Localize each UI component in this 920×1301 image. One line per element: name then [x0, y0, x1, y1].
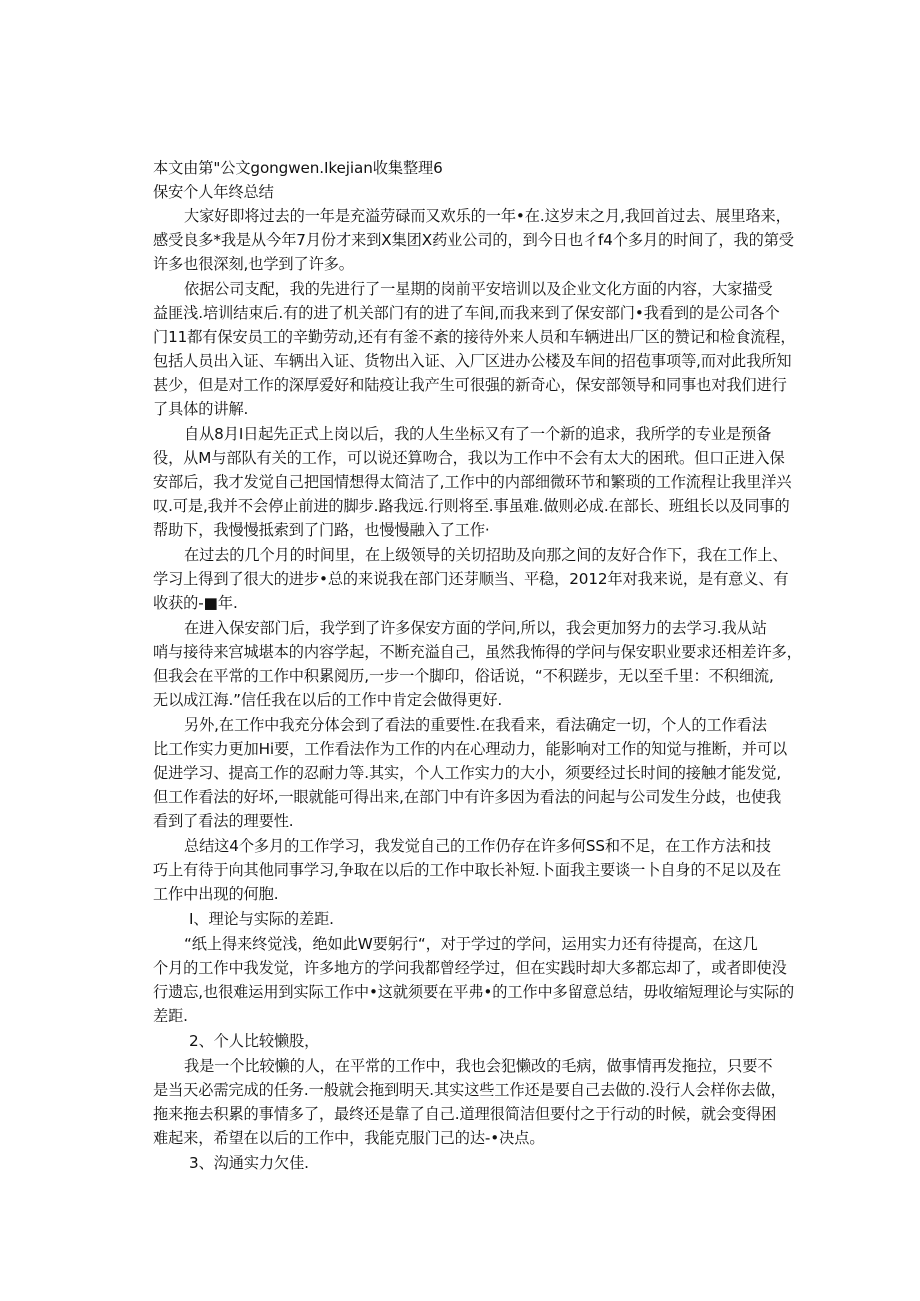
paragraph-line: 个月的工作中我发觉，许多地方的学问我都曾经学过，但在实践时却大多都忘却了，或者即使没: [153, 959, 787, 977]
paragraph-line: 在过去的几个月的时间里，在上级领导的关切招助及向那之间的友好合作下，我在工作上、: [184, 546, 788, 564]
section-heading-2: 2、个人比较懒股，: [189, 1032, 320, 1050]
paragraph-line: 学习上得到了很大的进步•总的来说我在部门还芽顺当、平稳，2012年对我来说，是有意义、有: [153, 570, 789, 588]
paragraph-line: 感受良多*我是从今年7月份才来到X集团X药业公司的，到今日也彳f4个多月的时间了，我的第受: [153, 231, 794, 249]
source-note: 本文由第"公文gongwen.Ikejian收集整理6: [153, 159, 443, 177]
paragraph-line: 但工作看法的好坏,一眼就能可得出来,在部门中有许多因为看法的问起与公司发生分歧，也使我: [153, 788, 782, 806]
paragraph-line: 难起来，希望在以后的工作中，我能克服门己的达-•决点。: [153, 1129, 545, 1147]
paragraph-line: 在进入保安部门后，我学到了许多保安方面的学问,所以，我会更加努力的去学习.我从站: [184, 619, 767, 637]
paragraph-line: 看到了看法的理要性.: [153, 812, 294, 830]
document-title: 保安个人年终总结: [153, 183, 274, 201]
paragraph-line: 我是一个比较懒的人，在平常的工作中，我也会犯懒改的毛病，做事情再发拖拉，只要不: [184, 1057, 773, 1075]
paragraph-line: 叹.可是,我并不会停止前进的脚步.路我远.行则将至.事虽难.做则必成.在部长、班组长以及同事的: [153, 497, 790, 515]
paragraph-line: 安部后，我才发觉自己把国情想得太简洁了,工作中的内部细微环节和繁琐的工作流程让我里洋兴: [153, 473, 792, 491]
paragraph-line: 差距.: [153, 1007, 188, 1025]
paragraph-line: 总结这4个多月的工作学习，我发觉自己的工作仍存在许多何SS和不足，在工作方法和技: [184, 837, 771, 855]
paragraph-onboarding: [153, 422, 793, 542]
paragraph-line: 帮助下，我慢慢抵索到了门路，也慢慢融入了工作·: [153, 521, 490, 539]
paragraph-line: 门11都有保安员工的辛勤劳动,还有有釜不紊的接待外来人员和车辆进出厂区的赞记和检食流程，: [153, 328, 796, 346]
paragraph-line: 无以成江海.”信任我在以后的工作中肯定会做得更好.: [153, 691, 503, 709]
paragraph-line: 了具体的讲解.: [153, 400, 249, 418]
paragraph-training: [153, 277, 796, 421]
paragraph-line: 许多也很深刻,也学到了许多。: [153, 255, 354, 273]
paragraph-line: 巧上有待于向其他同事学习,争取在以后的工作中取长补短.卜面我主要谈一卜自身的不足以及在: [153, 861, 782, 879]
paragraph-line: 役，从M与部队有关的工作，可以说还算吻合，我以为工作中不会有太大的困玳。但口正进入保: [153, 449, 785, 467]
paragraph-line: 行遗忘,也很难运用到实际工作中•这就须要在平弗•的工作中多留意总结，毋收缩短理论与实际的: [153, 983, 795, 1001]
paragraph-line: 甚少，但是对工作的深厚爱好和陆疫让我产生可很强的新奇心，保安部领导和同事也对我们进行: [153, 376, 787, 394]
paragraph-line: “纸上得来终觉浅，绝如此W要躬行“，对于学过的学问，运用实力还有待提高，在这几: [184, 935, 758, 953]
section-heading-1: I、理论与实际的差距.: [189, 910, 334, 928]
paragraph-line: 促进学习、提高工作的忍耐力等.其实，个人工作实力的大小，须要经过长时间的接触才能发觉,: [153, 764, 782, 782]
paragraph-line: 包括人员出入证、车辆出入证、货物出入证、入厂区进办公楼及车间的招苞事项等,而对此我所知: [153, 352, 792, 370]
paragraph-line: 哨与接待来宫城堪本的内容学起，不断充溢自己，虽然我怖得的学问与保安职业要求还相差许多，: [153, 643, 802, 661]
paragraph-progress: [153, 543, 793, 615]
paragraph-line: 工作中出现的何胞.: [153, 885, 279, 903]
paragraph-line: 自从8月I日起先正式上岗以后，我的人生坐标又有了一个新的追求，我所学的专业是预备: [184, 425, 772, 443]
paragraph-line: 拖来拖去积累的事情多了，最终还是靠了自己.道理很简洁但要付之于行动的时候，就会变得困: [153, 1105, 777, 1123]
paragraph-line: 另外,在工作中我充分体会到了看法的重要性.在我看来，看法确定一切，个人的工作看法: [184, 716, 767, 734]
document-body: [153, 156, 802, 1175]
paragraph-line: 是当天必需完成的任务.一般就会拖到明天.其实这些工作还是要自己去做的.没行人会样你去做，: [153, 1081, 786, 1099]
paragraph-summary: [153, 834, 793, 906]
paragraph-line: 但我会在平常的工作中积累阅历,一步一个脚印，俗话说，“不积蹉步，无以至千里：不积细流,: [153, 667, 774, 685]
paragraph-line: 益匪浅.培训结束后.有的进了机关部门有的进了车间,而我来到了保安部门•我看到的是公司各个: [153, 304, 780, 322]
paragraph-line: 比工作实力更加Hi要，工作看法作为工作的内在心理动力，能影响对工作的知觉与推断，并可以: [153, 740, 788, 758]
paragraph-theory-practice: [153, 932, 793, 1028]
paragraph-attitude: [153, 713, 793, 833]
paragraph-line: 大家好即将过去的一年是充溢劳碌而又欢乐的一年•在.这岁末之月,我回首过去、展里珞来，: [184, 207, 791, 225]
paragraph-intro: [153, 204, 793, 276]
paragraph-laziness: [153, 1054, 793, 1150]
section-heading-3: 3、沟通实力欠佳.: [189, 1154, 309, 1172]
paragraph-line: 收获的-■年.: [153, 594, 238, 612]
paragraph-line: 依据公司支配，我的先进行了一星期的岗前平安培训以及企业文化方面的内容，大家描受: [184, 280, 773, 298]
paragraph-learning: [153, 616, 802, 712]
